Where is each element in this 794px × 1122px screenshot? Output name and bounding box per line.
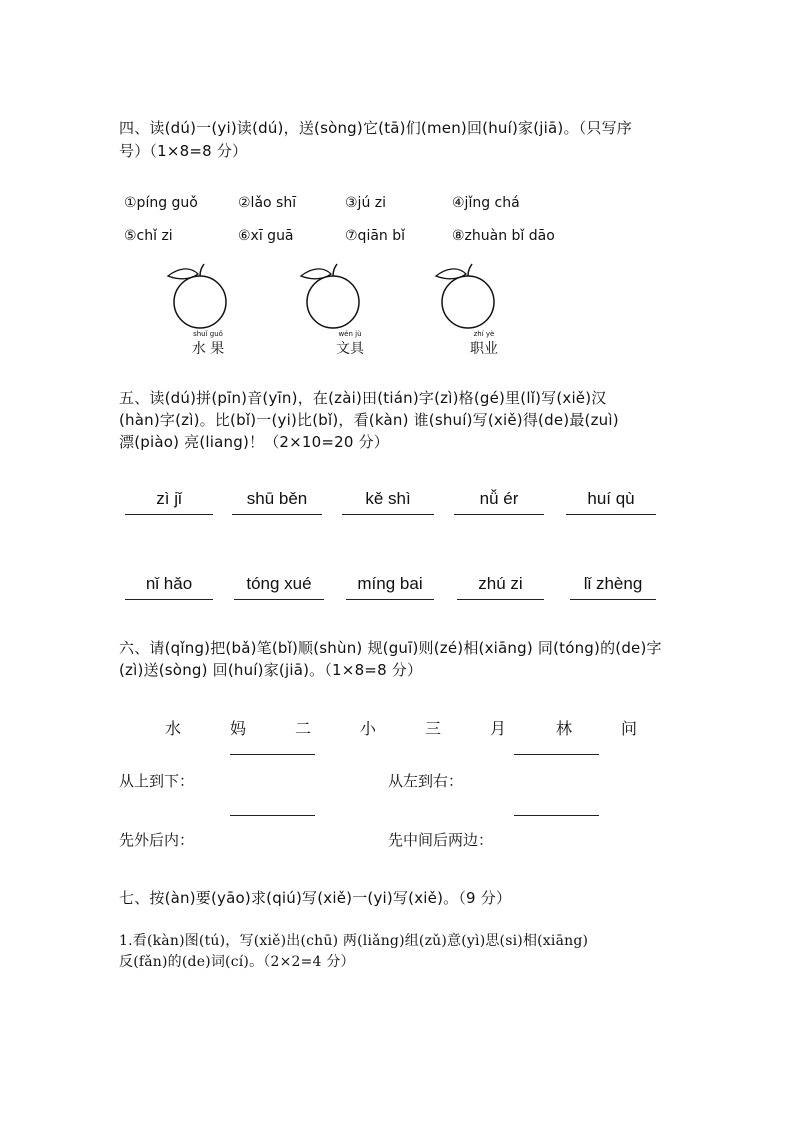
option-8: ⑧zhuàn bǐ dāo xyxy=(452,228,555,244)
sort-char: 二 xyxy=(295,719,312,738)
pinyin-prompt: nǐ hǎo xyxy=(145,574,193,593)
label-top-to-bottom: 从上到下： xyxy=(119,772,195,790)
section5-title-line3: 漂(piào) 亮(liang)！（2×10=20 分） xyxy=(119,433,390,451)
answer-line[interactable] xyxy=(457,599,544,600)
sort-char: 月 xyxy=(490,719,507,738)
section5-title-line2: (hàn)字(zì)。比(bǐ)一(yi)比(bǐ)，看(kàn) 谁(shuí)写(xiě)得(de)最(zuì) xyxy=(119,411,619,429)
answer-line[interactable] xyxy=(232,514,322,515)
pinyin-prompt: huí qù xyxy=(587,489,635,508)
option-2: ②lǎo shī xyxy=(238,195,297,211)
section7-item1-line1: 1.看(kàn)图(tú)，写(xiě)出(chū) 两(liǎng)组(zǔ)意(yì)思(si)相(xiāng) xyxy=(119,933,589,949)
pinyin-prompt: kě shì xyxy=(365,489,411,508)
pinyin-prompt: tóng xué xyxy=(246,574,312,593)
option-4: ④jǐng chá xyxy=(452,195,520,211)
section4-title-line1: 四、读(dú)一(yi)读(dú)，送(sòng)它(tā)们(men)回(huí)家(jiā)。（只写序 xyxy=(119,119,632,137)
apple-icon xyxy=(293,262,383,332)
answer-line[interactable] xyxy=(566,514,656,515)
option-7: ⑦qiān bǐ xyxy=(345,228,406,244)
apple-icon xyxy=(428,262,518,332)
answer-line[interactable] xyxy=(125,599,213,600)
apple-2-label: 文具 xyxy=(336,341,364,357)
answer-line[interactable] xyxy=(234,599,324,600)
pinyin-prompt: míng bai xyxy=(357,574,423,593)
answer-line[interactable] xyxy=(230,815,315,816)
answer-line[interactable] xyxy=(342,514,434,515)
label-outer-inner: 先外后内： xyxy=(119,831,195,849)
label-middle-sides: 先中间后两边： xyxy=(388,831,494,849)
apple-3-pinyin: zhí yè xyxy=(473,330,495,338)
section5-title-line1: 五、读(dú)拼(pīn)音(yīn)，在(zài)田(tián)字(zì)格(gé)里(lǐ)写(xiě)汉 xyxy=(119,389,607,407)
sort-char: 林 xyxy=(556,719,573,738)
answer-line[interactable] xyxy=(346,599,434,600)
answer-line[interactable] xyxy=(570,599,656,600)
sort-char: 小 xyxy=(360,719,377,738)
sort-char: 问 xyxy=(621,719,638,738)
option-3: ③jú zi xyxy=(345,195,387,211)
section4-title-line2: 号）（1×8=8 分） xyxy=(119,142,248,160)
apple-1-pinyin: shuǐ guǒ xyxy=(193,330,223,338)
section6-title-line1: 六、请(qǐng)把(bǎ)笔(bǐ)顺(shùn) 规(guī)则(zé)相(xiāng) 同(tóng)的(de)字 xyxy=(119,639,662,657)
answer-line[interactable] xyxy=(454,514,544,515)
pinyin-prompt: nǚ ér xyxy=(479,489,519,508)
sort-char: 三 xyxy=(425,719,442,738)
answer-line[interactable] xyxy=(230,754,315,755)
section7-item1-line2: 反(fǎn)的(de)词(cí)。（2×2=4 分） xyxy=(119,954,355,970)
pinyin-prompt: shū běn xyxy=(246,489,308,508)
apple-2-pinyin: wén jù xyxy=(338,330,362,338)
answer-line[interactable] xyxy=(125,514,213,515)
apple-icon xyxy=(160,262,250,332)
answer-line[interactable] xyxy=(514,754,599,755)
apple-3-label: 职业 xyxy=(470,341,498,357)
label-left-to-right: 从左到右： xyxy=(388,772,464,790)
pinyin-prompt: lǐ zhèng xyxy=(583,574,643,593)
answer-line[interactable] xyxy=(514,815,599,816)
sort-char: 妈 xyxy=(230,719,247,738)
option-1: ①píng guǒ xyxy=(124,195,198,211)
section7-title: 七、按(àn)要(yāo)求(qiú)写(xiě)一(yi)写(xiě)。（9 分） xyxy=(119,889,512,907)
option-6: ⑥xī guā xyxy=(238,228,294,244)
section6-title-line2: (zì)送(sòng) 回(huí)家(jiā)。（1×8=8 分） xyxy=(119,661,423,679)
pinyin-prompt: zhú zi xyxy=(478,574,523,593)
apple-1-label: 水 果 xyxy=(191,341,225,357)
option-5: ⑤chǐ zi xyxy=(124,228,173,244)
sort-char: 水 xyxy=(165,719,182,738)
pinyin-prompt: zì jǐ xyxy=(156,489,182,508)
